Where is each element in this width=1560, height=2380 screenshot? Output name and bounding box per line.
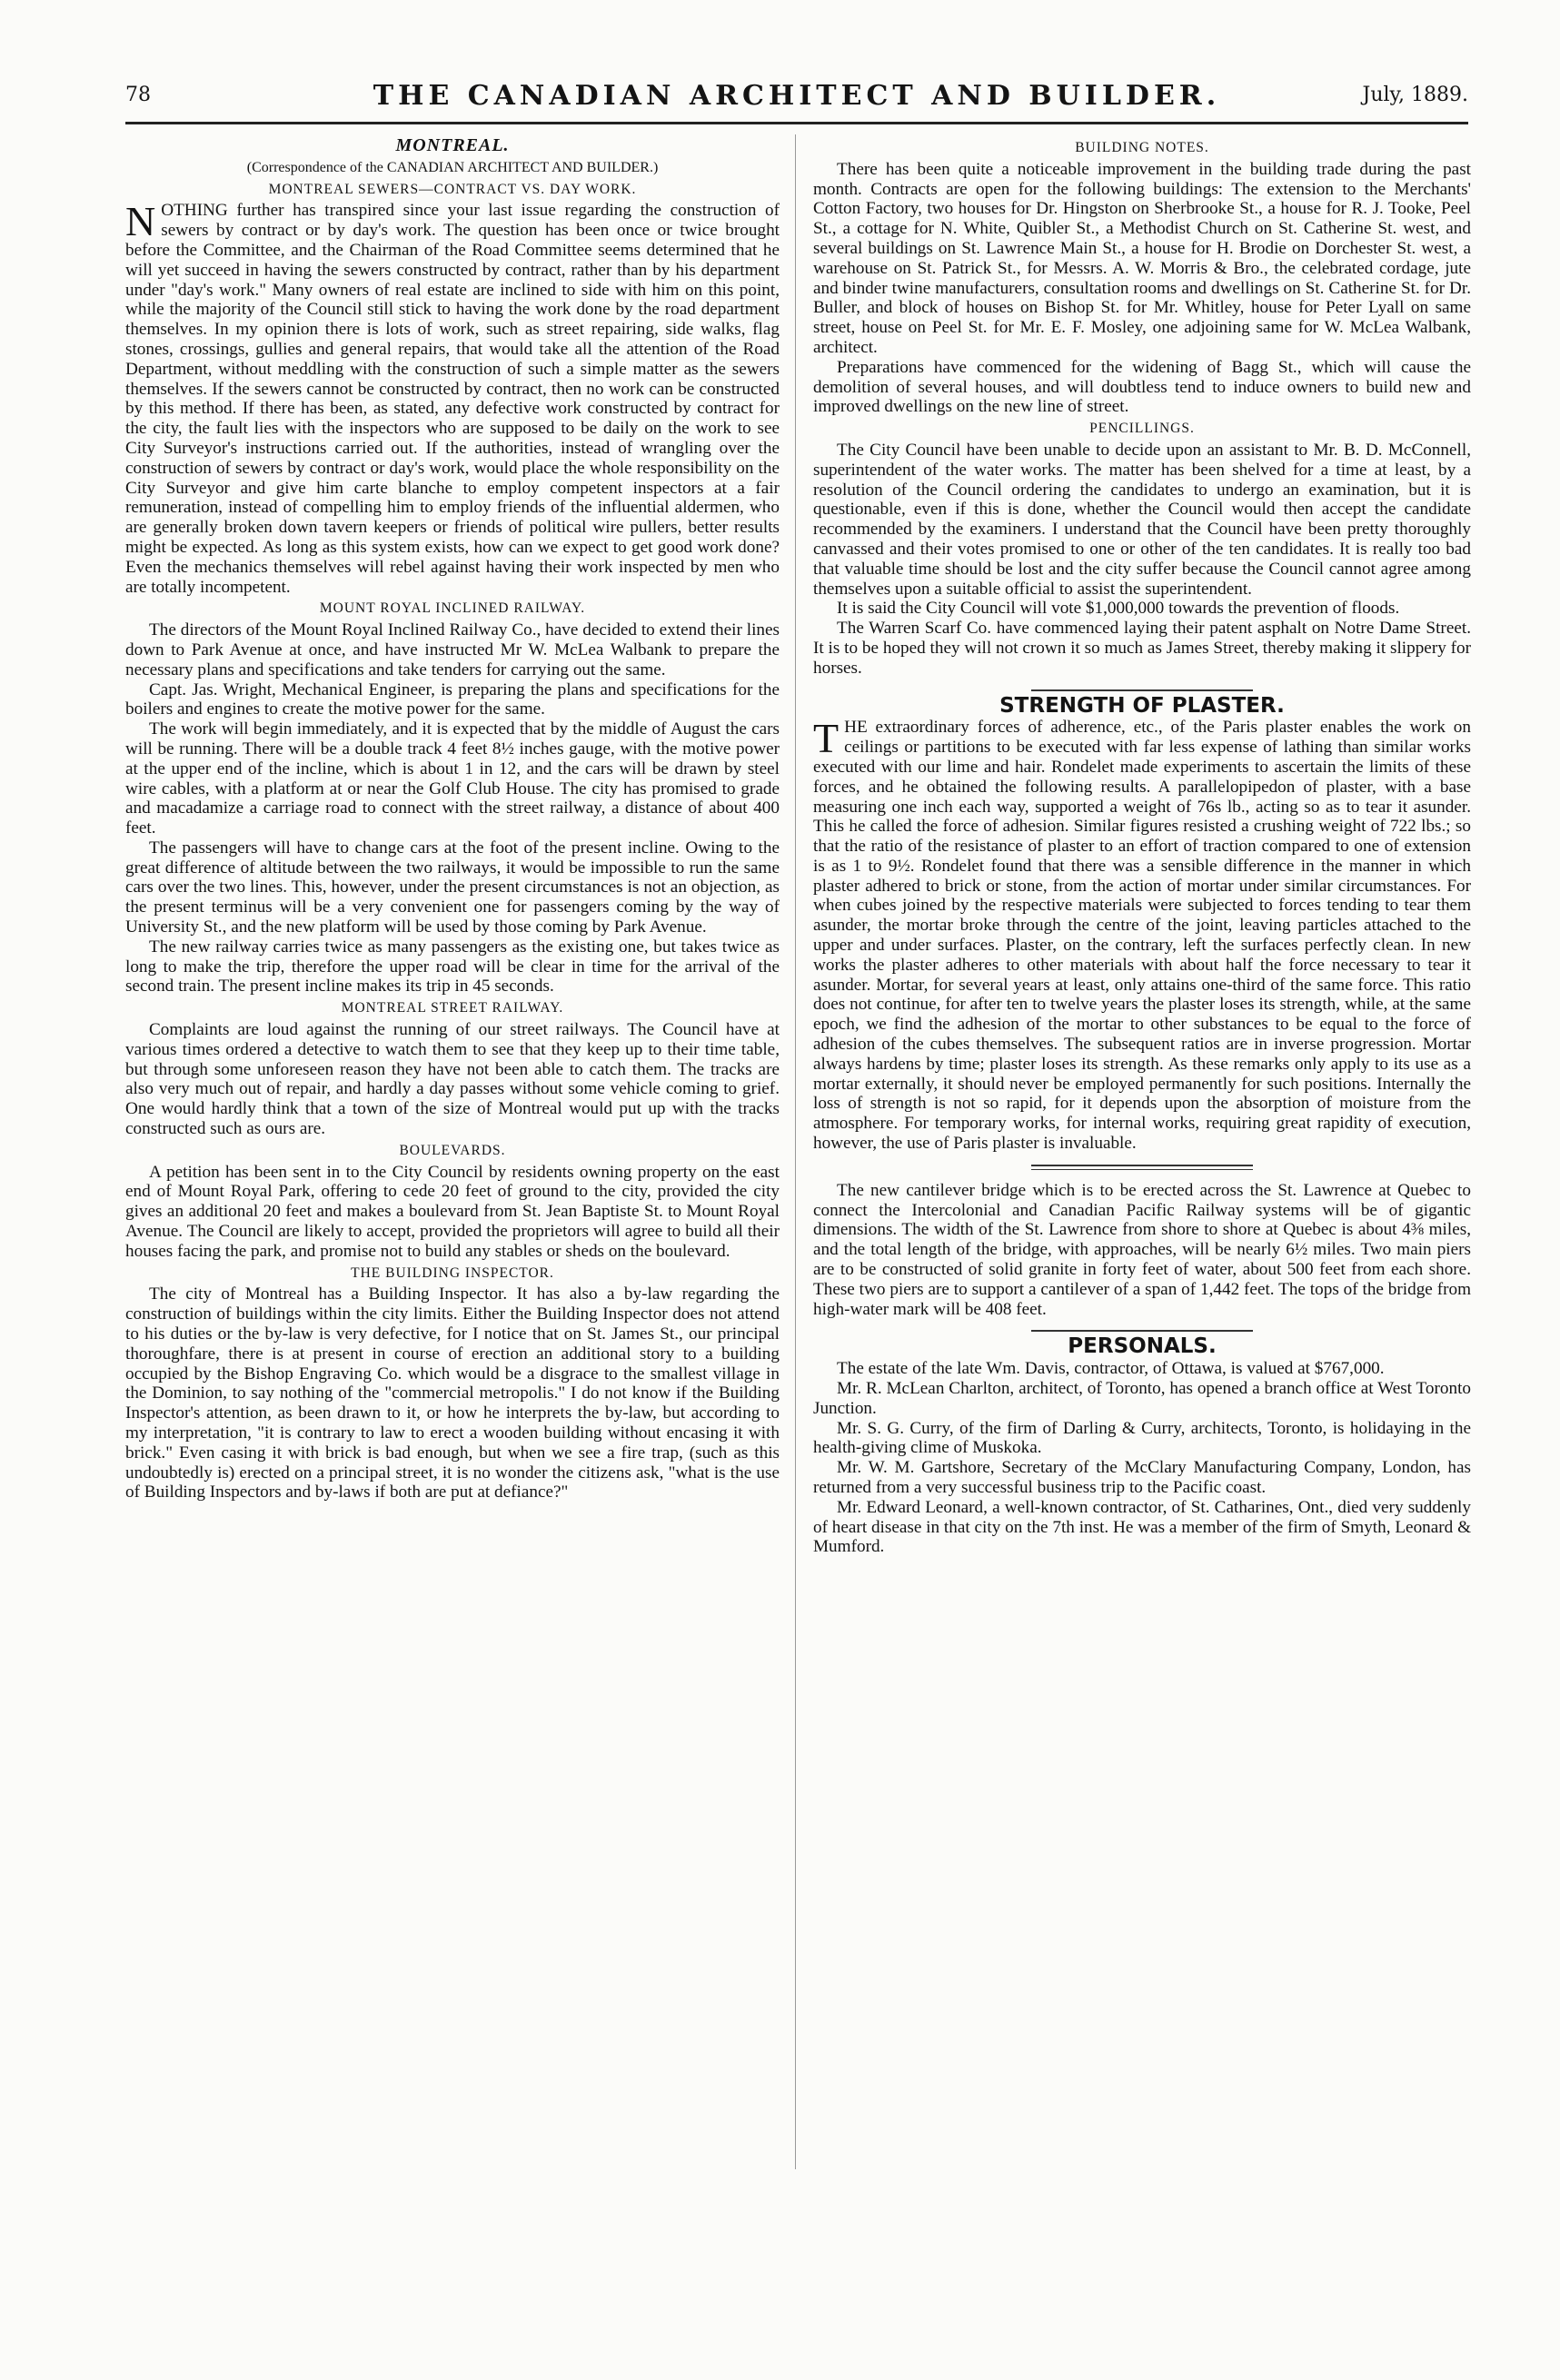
building-notes-paragraph: Preparations have commenced for the widening of Bagg St., which will cause the demolition of several houses, and will doubtless tend to induce owners to build new and improved dwellings on the new line of street. bbox=[813, 357, 1471, 417]
personals-paragraph: Mr. W. M. Gartshore, Secretary of the McClary Manufacturing Company, London, has returned from a very successful business trip to the Pacific coast. bbox=[813, 1458, 1471, 1497]
personals-heading: PERSONALS. bbox=[1068, 1334, 1217, 1359]
plaster-heading: STRENGTH OF PLASTER. bbox=[999, 693, 1285, 718]
railway-paragraph: The work will begin immediately, and it is expected that by the middle of August the cars will be running. There will be a double track 4 feet 8½ inches gauge, with the motive power at the upper end of the incline, which is about 1 in 12, and the cars will be drawn by steel wire cables, with a platform at or near the Golf Club House. The city has promised to grade and macadamize a carriage road to connect with the street railway, a distance of about 400 feet. bbox=[125, 719, 780, 838]
railway-paragraph: The directors of the Mount Royal Inclined Railway Co., have decided to extend their lines down to Park Avenue at once, and have instructed Mr W. McLea Walbank to prepare the necessary plans and specifications and take tenders for carrying out the same. bbox=[125, 620, 780, 679]
personals-paragraph: The estate of the late Wm. Davis, contractor, of Ottawa, is valued at $767,000. bbox=[837, 1359, 1385, 1379]
section-rule bbox=[1031, 689, 1253, 691]
journal-title: THE CANADIAN ARCHITECT AND BUILDER. bbox=[373, 80, 1221, 112]
masthead-rule bbox=[125, 122, 1468, 124]
sewers-paragraph bbox=[125, 198, 780, 597]
section-rule bbox=[1031, 1330, 1253, 1332]
pencillings-heading: PENCILLINGS. bbox=[1089, 421, 1195, 437]
right-column bbox=[813, 136, 1471, 1557]
bridge-paragraph: The new cantilever bridge which is to be erected across the St. Lawrence at Quebec to connect the Intercolonial and Canadian Pacific Railway systems will be of gigantic dimensions. The width of the St. Lawrence from shore to shore at Quebec is about 4⅜ miles, and the total length of the bridge, with approaches, will be nearly 6½ miles. Two main piers are to be constructed of solid granite in forty feet of water, about 500 feet from each shore. These two piers are to support a cantilever of a span of 1,442 feet. The tops of the bridge from high-water mark will be 408 feet. bbox=[813, 1180, 1471, 1319]
drop-cap: T bbox=[813, 715, 840, 762]
inspector-heading: THE BUILDING INSPECTOR. bbox=[351, 1264, 554, 1281]
street-railway-heading: MONTREAL STREET RAILWAY. bbox=[341, 1000, 564, 1016]
column-rule bbox=[795, 134, 796, 2169]
personals-paragraph: Mr. Edward Leonard, a well-known contractor, of St. Catharines, Ont., died very suddenly of heart disease in that city on the 7th inst. He was a member of the firm of Smyth, Leonard & Mumford. bbox=[813, 1497, 1471, 1557]
boulevards-paragraph: A petition has been sent in to the City Council by residents owning property on the east end of Mount Royal Park, offering to cede 20 feet of ground to the city, provided the city gives an additional 20 feet and makes a boulevard from St. Jean Baptiste St. to Mount Royal Avenue. The Council are likely to accept, provided the proprietors will agree to build all their houses facing the park, and promise not to build any stables or sheds on the boulevard. bbox=[125, 1162, 780, 1261]
personals-paragraph: Mr. R. McLean Charlton, architect, of Toronto, has opened a branch office at West Toronto Junction. bbox=[813, 1379, 1471, 1418]
correspondence-line: (Correspondence of the CANADIAN ARCHITECT AND BUILDER.) bbox=[246, 159, 659, 175]
railway-paragraph: Capt. Jas. Wright, Mechanical Engineer, is preparing the plans and specifications for the boilers and engines to create the motive power for the same. bbox=[125, 679, 780, 719]
left-column bbox=[125, 136, 780, 1502]
personals-paragraph: Mr. S. G. Curry, of the firm of Darling & Curry, architects, Toronto, is holidaying in the health-giving clime of Muskoka. bbox=[813, 1418, 1471, 1458]
pencillings-paragraph: The City Council have been unable to decide upon an assistant to Mr. B. D. McConnell, superintendent of the water works. The matter has been shelved for a time at least, by a resolution of the Council ordering the candidates to undergo an examination, but it is questionable, even if this is done, whether the Council would then accept the candidate recommended by the examiners. I understand that the Council have been pretty thoroughly canvassed and their votes promised to one or other of the ten candidates. It is really too bad that valuable time should be lost and the city suffer because the Council cannot agree among themselves upon a suitable official to assist the superintendent. bbox=[813, 440, 1471, 599]
sewers-text: OTHING further has transpired since your last issue regarding the construction of sewers by contract or by day's work. The question has been once or twice brought before the Committee, and the Chairman of the Road Committee seems determined that he will yet succeed in having the sewers constructed by contract, rather than by his department under "day's work." Many owners of real estate are inclined to side with him on this point, while the majority of the Council still stick to having the work done by the road department themselves. In my opinion there is lots of work, such as street repairing, side walks, flag stones, crossings, gullies and general repairs, that would take all the attention of the Road Department, without meddling with the construction of such a simple matter as the sewers themselves. If the sewers cannot be constructed by contract, then no work can be constructed by this method. If there has been, as stated, any defective work constructed by contract for the city, the fault lies with the inspectors who are supposed to be daily on the work to see City Surveyor's instructions carried out. If the authorities, instead of wrangling over the construction of sewers by contract or day's work, would place the whole responsibility on the City Surveyor and give him carte blanche to employ competent inspectors at a fair remuneration, instead of compelling him to employ friends of the influential aldermen, who are generally broken down tavern keepers or friends of political wire pullers, better results might be expected. As long as this system exists, how can we expect to get good work done? Even the mechanics themselves will rebel against having their work inspected by men who are totally incompetent. bbox=[125, 201, 780, 597]
section-rule bbox=[1031, 1165, 1253, 1166]
drop-cap: N bbox=[125, 198, 156, 245]
plaster-text: HE extraordinary forces of adherence, etc., of the Paris plaster enables the work on ceilings or partitions to be executed with far less expense of lathing than similar works executed with our lime and hair. Rondelet made experiments to ascertain the limits of these forces, and he obtained the following results. A parallelopipedon of plaster, with a base measuring one inch each way, supported a weight of 76s lb., acting so as to tear it asunder. This he called the force of adhesion. Similar figures resisted a crushing weight of 722 lbs.; so that the ratio of the resistance of plaster to an effort of traction compared to one of extension is as 1 to 9½. Rondelet found that there was a sensible difference in the manner in which plaster adhered to brick or stone, from the action of mortar under similar circumstances. For when cubes joined by the respective materials were subjected to forces tending to tear them asunder, the mortar broke through the centre of the joint, leaving particles attached to the upper and under surfaces. Plaster, on the contrary, left the surfaces perfectly clean. In new works the plaster adheres to other materials with about half the force necessary to tear it asunder. Mortar, for several years at least, only attains one-third of the same force. This ratio does not continue, for after ten to twelve years the plaster loses its strength, while, at the same epoch, we find the adhesion of the mortar to other substances to be equal to the force of adhesion of the cubes themselves. The subsequent ratios are in inverse progression. Mortar always hardens by time; plaster loses its strength. As these remarks only apply to its use as a mortar externally, it should never be employed permanently for such positions. Internally the loss of strength is not so rapid, for it depends upon the absorption of moisture from the atmosphere. For temporary works, for internal works, requiring great rapidity of execution, however, the use of Paris plaster is invaluable. bbox=[813, 718, 1471, 1154]
pencillings-paragraph: The Warren Scarf Co. have commenced laying their patent asphalt on Notre Dame Street. It is to be hoped they will not crown it so much as James Street, thereby making it slippery for horses. bbox=[813, 619, 1471, 678]
montreal-title: MONTREAL. bbox=[395, 135, 510, 155]
boulevards-heading: BOULEVARDS. bbox=[399, 1142, 506, 1158]
railway-heading: MOUNT ROYAL INCLINED RAILWAY. bbox=[319, 600, 586, 617]
section-rule bbox=[1031, 1169, 1253, 1170]
inspector-paragraph: The city of Montreal has a Building Inspector. It has also a by-law regarding the construction of buildings within the city limits. Either the Building Inspector does not attend to his duties or the by-law is very defective, for I notice that on St. James St., our principal thoroughfare, there is at present in course of erection an additional story to a building occupied by the Bishop Engraving Co. which would be a disgrace to the smallest village in the Dominion, to say nothing of the "commercial metropolis." I do not know if the Building Inspector's attention, as been drawn to it, or how he interprets the by-law, but according to my interpretation, "it is contrary to law to erect a wooden building without encasing it with brick." Even casing it with brick is bad enough, but when we see a fire trap, (such as this undoubtedly is) erected on a principal street, it is no wonder the citizens ask, "what is the use of Building Inspectors and by-laws if both are put at defiance?" bbox=[125, 1284, 780, 1502]
building-notes-paragraph: There has been quite a noticeable improvement in the building trade during the past month. Contracts are open for the following buildings: The extension to the Merchants' Cotton Factory, two houses for Dr. Hingston on Sherbrooke St., a house for R. J. Tooke, Peel St., a cottage for N. White, Quibler St., a Methodist Church on St. Catherine St. west, and several buildings on St. Lawrence Main St., a house for H. Brodie on Dorchester St. west, a warehouse on St. Patrick St., for Messrs. A. W. Morris & Bro., the celebrated cordage, jute and binder twine manufacturers, consultation rooms and dwellings on St. Catherine St. for Dr. Buller, and block of houses on Bishop St. for Mr. Whitley, house for Peter Lyall on same street, house on Peel St. for Mr. E. F. Mosley, one adjoining same for W. McLea Walbank, architect. bbox=[813, 159, 1471, 357]
plaster-paragraph bbox=[813, 715, 1471, 1154]
pencillings-paragraph: It is said the City Council will vote $1,000,000 towards the prevention of floods. bbox=[837, 599, 1400, 619]
street-railway-paragraph: Complaints are loud against the running of our street railways. The Council have at various times ordered a detective to watch them to see that they keep up to their time table, but through some unforeseen reason they have not been able to catch them. The tracks are also very much out of repair, and hardly a day passes without some vehicle coming to grief. One would hardly think that a town of the size of Montreal would put up with the tracks constructed such as ours are. bbox=[125, 1020, 780, 1139]
masthead bbox=[125, 80, 1468, 120]
building-notes-heading: BUILDING NOTES. bbox=[1075, 140, 1209, 155]
sewers-heading: MONTREAL SEWERS—CONTRACT VS. DAY WORK. bbox=[268, 181, 637, 197]
railway-paragraph: The passengers will have to change cars at the foot of the present incline. Owing to the great difference of altitude between the two railways, it would be impossible to run the same cars over the two lines. This, however, under the present circumstances is not an objection, as the present terminus will be a very convenient one for passengers coming by the way of University St., and the new platform will be used by those coming by Park Avenue. bbox=[125, 838, 780, 937]
railway-paragraph: The new railway carries twice as many passengers as the existing one, but takes twice as long to make the trip, therefore the upper road will be clear in time for the arrival of the second train. The present incline makes its trip in 45 seconds. bbox=[125, 937, 780, 997]
issue-date: July, 1889. bbox=[1362, 84, 1468, 106]
page-number: 78 bbox=[125, 84, 151, 106]
